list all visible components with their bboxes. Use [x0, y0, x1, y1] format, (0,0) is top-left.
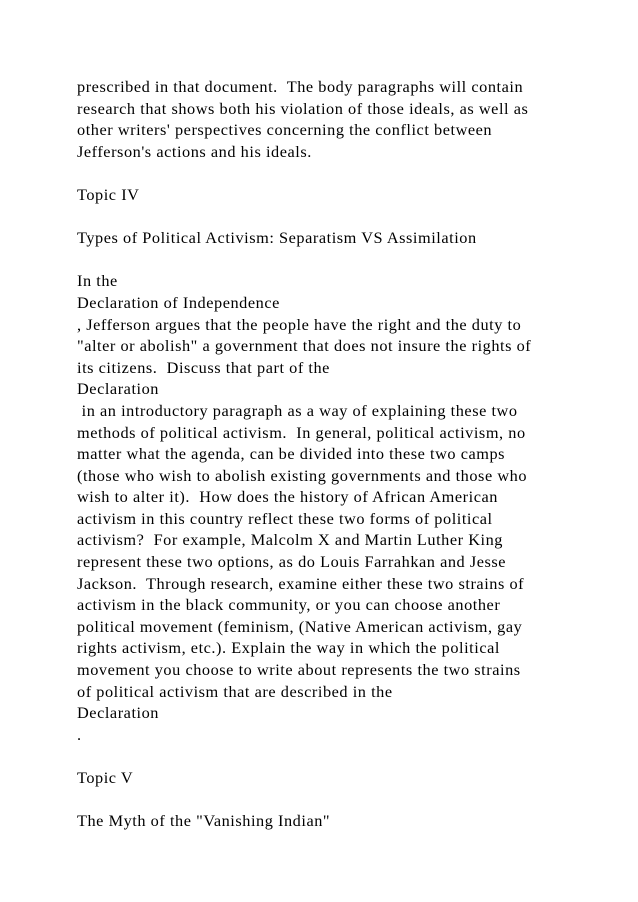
topic-v-title: The Myth of the "Vanishing Indian" [77, 811, 331, 831]
document-text [77, 76, 617, 832]
text-line: methods of political activism. In general, political activism, no [77, 422, 526, 442]
blank-line [77, 206, 617, 228]
text-line: Jackson. Through research, examine either these two strains of [77, 573, 525, 593]
topic-v-heading: Topic V [77, 768, 134, 787]
text-line: rights activism, etc.). Explain the way in which the political [77, 638, 500, 658]
text-line: (those who wish to abolish existing governments and those who [77, 465, 528, 485]
text-line: activism? For example, Malcolm X and Martin Luther King [77, 530, 503, 550]
text-line: Declaration [77, 379, 159, 399]
text-line: political movement (feminism, (Native American activism, gay [77, 616, 523, 636]
text-line: Declaration of Independence [77, 292, 280, 312]
text-line: represent these two options, as do Louis Farrahkan and Jesse [77, 552, 507, 572]
text-line: its citizens. Discuss that part of the [77, 357, 330, 377]
text-line: Declaration [77, 703, 159, 723]
text-line: activism in this country reflect these two forms of political [77, 508, 493, 528]
text-line: wish to alter it). How does the history of African American [77, 487, 498, 507]
blank-line [77, 249, 617, 271]
text-line: research that shows both his violation of those ideals, as well as [77, 98, 529, 118]
text-line: , Jefferson argues that the people have the right and the duty to [77, 314, 522, 334]
text-line: in an introductory paragraph as a way of explaining these two [77, 400, 518, 420]
text-line: movement you choose to write about represents the two strains [77, 660, 521, 680]
text-line: . [77, 724, 82, 744]
blank-line [77, 162, 617, 184]
topic-iv-heading: Topic IV [77, 184, 140, 204]
blank-line [77, 745, 617, 767]
text-line: Jefferson's actions and his ideals. [77, 141, 312, 161]
text-line: prescribed in that document. The body paragraphs will contain [77, 77, 524, 96]
text-line: other writers' perspectives concerning the conflict between [77, 120, 493, 140]
text-line: of political activism that are described in the [77, 681, 393, 701]
text-line: "alter or abolish" a government that does not insure the rights of [77, 336, 532, 356]
text-line: In the [77, 271, 118, 291]
blank-line [77, 789, 617, 811]
text-line: activism in the black community, or you can choose another [77, 595, 501, 615]
topic-iv-title: Types of Political Activism: Separatism VS Assimilation [77, 228, 477, 248]
text-line: matter what the agenda, can be divided into these two camps [77, 444, 506, 464]
